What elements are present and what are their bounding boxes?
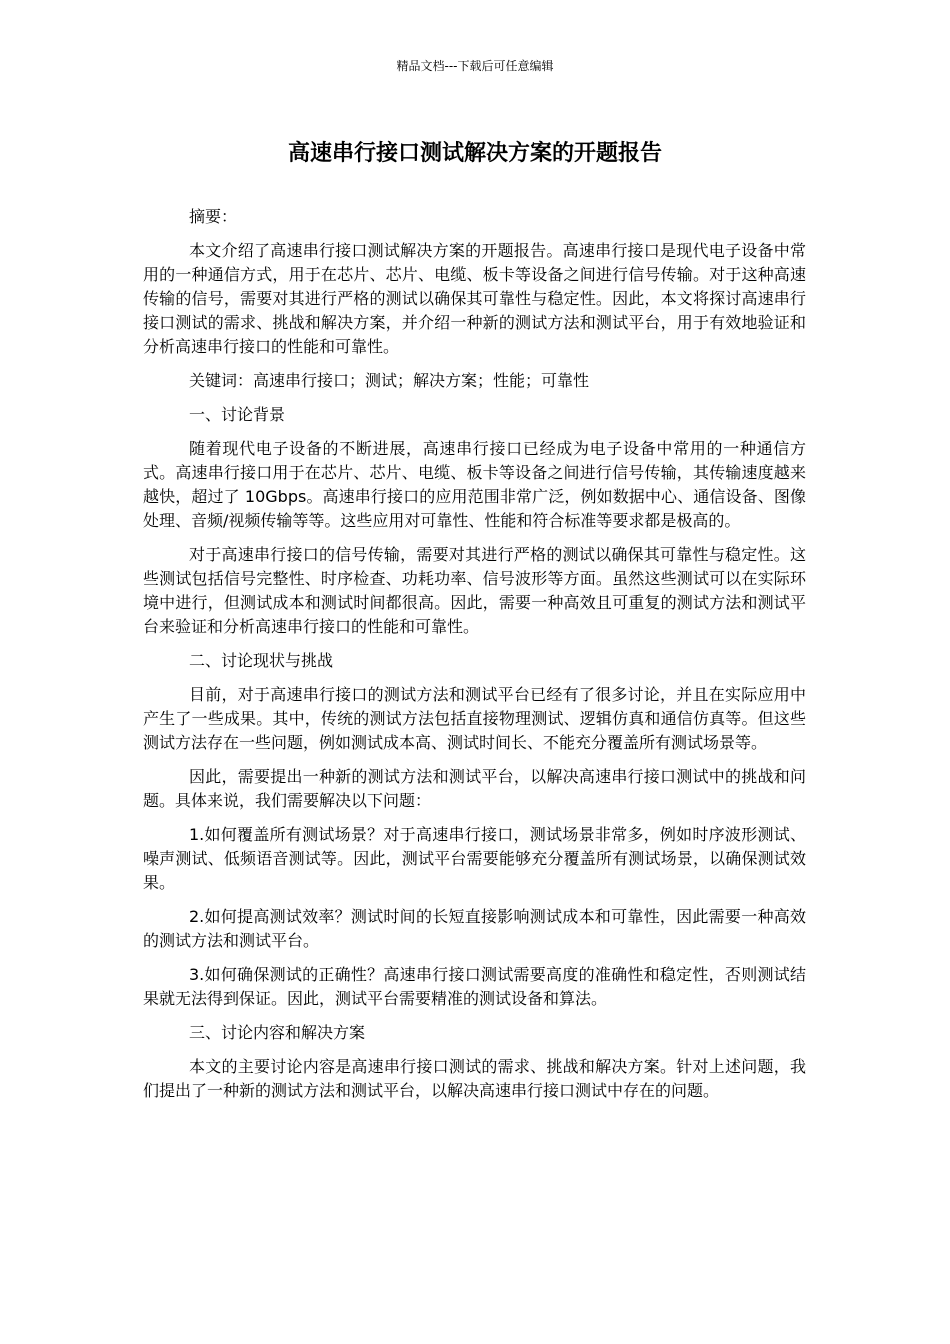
body-paragraph: 因此，需要提出一种新的测试方法和测试平台，以解决高速串行接口测试中的挑战和问题。具体来说，我们需要解决以下问题： <box>143 767 806 810</box>
document-body <box>143 205 806 1113</box>
section-heading-solution: 三、讨论内容和解决方案 <box>189 1023 366 1042</box>
body-paragraph: 对于高速串行接口的信号传输，需要对其进行严格的测试以确保其可靠性与稳定性。这些测试包括信号完整性、时序检查、功耗功率、信号波形等方面。虽然这些测试可以在实际环境中进行，但测试成本和测试时间都很高。因此，需要一种高效且可重复的测试方法和测试平台来验证和分析高速串行接口的性能和可靠性。 <box>143 545 806 636</box>
keywords-line: 关键词：高速串行接口；测试；解决方案；性能；可靠性 <box>189 371 590 390</box>
body-paragraph: 随着现代电子设备的不断进展，高速串行接口已经成为电子设备中常用的一种通信方式。高速串行接口用于在芯片、芯片、电缆、板卡等设备之间进行信号传输，其传输速度越来越快，超过了 10Gbps。高速串行接口的应用范围非常广泛，例如数据中心、通信设备、图像处理、音频/视频传输等等。这些应用对可靠性、性能和符合标准等要求都是极高的。 <box>143 439 806 530</box>
section-heading-status: 二、讨论现状与挑战 <box>189 651 334 670</box>
list-item-2: 2.如何提高测试效率？测试时间的长短直接影响测试成本和可靠性，因此需要一种高效的测试方法和测试平台。 <box>143 907 806 950</box>
header-note: 精品文档---下载后可任意编辑 <box>396 59 554 73</box>
body-paragraph: 目前，对于高速串行接口的测试方法和测试平台已经有了很多讨论，并且在实际应用中产生了一些成果。其中，传统的测试方法包括直接物理测试、逻辑仿真和通信仿真等。但这些测试方法存在一些问题，例如测试成本高、测试时间长、不能充分覆盖所有测试场景等。 <box>143 685 806 752</box>
list-item-3: 3.如何确保测试的正确性？高速串行接口测试需要高度的准确性和稳定性，否则测试结果就无法得到保证。因此，测试平台需要精准的测试设备和算法。 <box>143 965 806 1008</box>
list-item-1: 1.如何覆盖所有测试场景？对于高速串行接口，测试场景非常多，例如时序波形测试、噪声测试、低频语音测试等。因此，测试平台需要能够充分覆盖所有测试场景，以确保测试效果。 <box>143 825 806 892</box>
section-heading-background: 一、讨论背景 <box>189 405 286 424</box>
body-paragraph: 本文的主要讨论内容是高速串行接口测试的需求、挑战和解决方案。针对上述问题，我们提出了一种新的测试方法和测试平台，以解决高速串行接口测试中存在的问题。 <box>143 1057 806 1100</box>
abstract-heading: 摘要： <box>189 207 238 226</box>
document-title: 高速串行接口测试解决方案的开题报告 <box>287 141 662 166</box>
abstract-paragraph: 本文介绍了高速串行接口测试解决方案的开题报告。高速串行接口是现代电子设备中常用的一种通信方式，用于在芯片、芯片、电缆、板卡等设备之间进行信号传输。对于这种高速传输的信号，需要对其进行严格的测试以确保其可靠性与稳定性。因此，本文将探讨高速串行接口测试的需求、挑战和解决方案，并介绍一种新的测试方法和测试平台，用于有效地验证和分析高速串行接口的性能和可靠性。 <box>143 241 806 356</box>
